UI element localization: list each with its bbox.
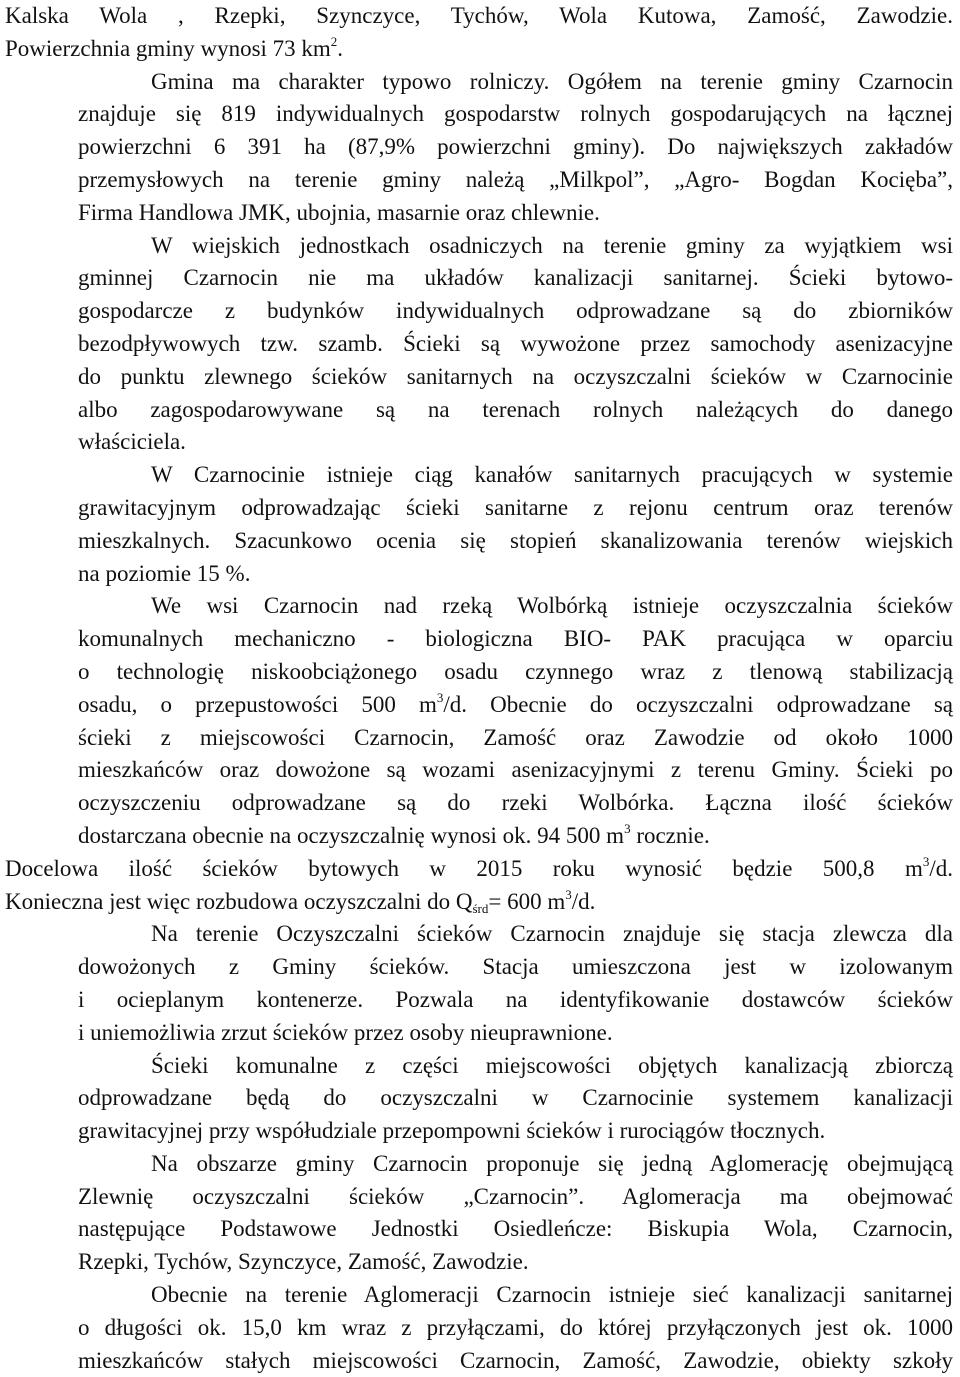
- text-line: mieszkańców oraz dowożone są wozami asenizacyjnymi z terenu Gminy. Ścieki po: [78, 757, 953, 783]
- text-line: dowożonych z Gminy ścieków. Stacja umieszczona jest w izolowanym: [78, 954, 953, 980]
- text-line: mieszkalnych. Szacunkowo ocenia się stopień skanalizowania terenów wiejskich: [78, 527, 953, 553]
- text-line: następujące Podstawowe Jednostki Osiedleńcze: Biskupia Wola, Czarnocin,: [78, 1216, 953, 1242]
- paragraph-rural-sewage: [5, 230, 953, 460]
- text-line: gospodarcze z budynków indywidualnych odprowadzane są do zbiorników: [78, 298, 953, 324]
- paragraph-municipal-sewage: [5, 1050, 953, 1148]
- superscript: 3: [436, 689, 444, 705]
- text-fragment: /d. Obecnie do oczyszczalni odprowadzane są: [443, 691, 953, 717]
- text-line: oczyszczeniu odprowadzane są do rzeki Wolbórka. Łączna ilość ścieków: [78, 790, 953, 816]
- text-line: grawitacyjnym odprowadzając ścieki sanitarne z rejonu centrum oraz terenów: [78, 494, 953, 520]
- paragraph-treatment-plant: [5, 590, 953, 852]
- text-fragment: Konieczna jest więc rozbudowa oczyszczalni do Q: [5, 888, 473, 914]
- superscript: 2: [330, 33, 338, 49]
- text-line: Ścieki komunalne z części miejscowości objętych kanalizacją zbiorczą: [151, 1052, 953, 1078]
- text-line: i ocieplanym kontenerze. Pozwala na identyfikowanie dostawców ścieków: [78, 986, 953, 1012]
- superscript: 3: [922, 853, 930, 869]
- text-line: o technologię niskoobciążonego osadu czynnego wraz z tlenową stabilizacją: [78, 658, 953, 684]
- text-fragment: dostarczana obecnie na oczyszczalnię wynosi ok. 94 500 m: [78, 822, 625, 848]
- text-line: Gmina ma charakter typowo rolniczy. Ogółem na terenie gminy Czarnocin: [151, 68, 953, 94]
- text-fragment: Powierzchnia gminy wynosi 73 km: [5, 35, 331, 61]
- text-line: Rzepki, Tychów, Szynczyce, Zamość, Zawodzie.: [78, 1249, 529, 1275]
- text-line: Na terenie Oczyszczalni ścieków Czarnocin znajduje się stacja zlewcza dla: [151, 921, 953, 947]
- text-line: powierzchni 6 391 ha (87,9% powierzchni gminy). Do największych zakładów: [78, 134, 953, 160]
- text-fragment: .: [337, 35, 344, 61]
- text-line: znajduje się 819 indywidualnych gospodarstw rolnych gospodarujących na łącznej: [78, 101, 953, 127]
- text-line: [5, 689, 953, 722]
- text-line: [5, 886, 953, 919]
- text-line: odprowadzane będą do oczyszczalni w Czarnocinie systemem kanalizacji: [78, 1085, 953, 1111]
- paragraph-dump-station: [5, 918, 953, 1049]
- text-line: [5, 33, 953, 66]
- text-line: W Czarnocinie istnieje ciąg kanałów sanitarnych pracujących w systemie: [151, 462, 953, 488]
- text-line: [5, 853, 953, 886]
- text-line: Na obszarze gminy Czarnocin proponuje się jedną Aglomerację obejmującą: [151, 1150, 953, 1176]
- paragraph-agglomeration: [5, 1148, 953, 1279]
- text-line: Zlewnię oczyszczalni ścieków „Czarnocin”. Aglomeracja ma obejmować: [78, 1183, 953, 1209]
- text-line: o długości ok. 15,0 km wraz z przyłączami, do której przyłączonych jest ok. 1000: [78, 1314, 953, 1340]
- text-line: bezodpływowych tzw. szamb. Ścieki są wywożone przez samochody asenizacyjne: [78, 330, 953, 356]
- text-line: grawitacyjnej przy współudziale przepompowni ścieków i rurociągów tłocznych.: [78, 1118, 826, 1144]
- subscript: śrd: [472, 900, 489, 916]
- text-line: przemysłowych na terenie gminy należą „Milkpol”, „Agro- Bogdan Kocięba”,: [78, 166, 953, 192]
- text-line: gminnej Czarnocin nie ma układów kanalizacji sanitarnej. Ścieki bytowo-: [78, 265, 953, 291]
- text-line: właściciela.: [78, 429, 186, 455]
- text-line: Firma Handlowa JMK, ubojnia, masarnie oraz chlewnie.: [78, 199, 600, 225]
- paragraph-czarnocin-sewers: [5, 459, 953, 590]
- text-line: We wsi Czarnocin nad rzeką Wolbórką istnieje oczyszczalnia ścieków: [151, 593, 953, 619]
- paragraph-agriculture: [5, 66, 953, 230]
- text-line: komunalnych mechaniczno - biologiczna BIO- PAK pracująca w oparciu: [78, 626, 953, 652]
- text-line: Obecnie na terenie Aglomeracji Czarnocin istnieje sieć kanalizacji sanitarnej: [151, 1282, 953, 1308]
- text-line: i uniemożliwia zrzut ścieków przez osoby nieuprawnione.: [78, 1019, 613, 1045]
- text-line: [5, 820, 953, 853]
- text-line: albo zagospodarowywane są na terenach rolnych należących do danego: [78, 396, 953, 422]
- paragraph-sewer-network: [5, 1279, 953, 1377]
- text-line: W wiejskich jednostkach osadniczych na terenie gminy za wyjątkiem wsi: [151, 232, 953, 258]
- text-fragment: Docelowa ilość ścieków bytowych w 2015 roku wynosić będzie 500,8 m: [5, 855, 923, 881]
- text-line: do punktu zlewnego ścieków sanitarnych na oczyszczalni ścieków w Czarnocinie: [78, 363, 953, 389]
- text-fragment: /d.: [571, 888, 596, 914]
- paragraph-target-volume: [5, 853, 953, 919]
- text-line: na poziomie 15 %.: [78, 560, 251, 586]
- superscript: 3: [565, 886, 572, 902]
- text-fragment: /d.: [929, 855, 953, 881]
- text-fragment: rocznie.: [630, 822, 710, 848]
- paragraph-gmina-villages: [5, 0, 953, 66]
- text-fragment: = 600 m: [488, 888, 566, 914]
- document-page: [5, 0, 953, 1377]
- text-fragment: osadu, o przepustowości 500 m: [78, 691, 437, 717]
- superscript: 3: [624, 820, 631, 836]
- text-line: Kalska Wola , Rzepki, Szynczyce, Tychów, Wola Kutowa, Zamość, Zawodzie.: [5, 3, 953, 28]
- text-line: mieszkańców stałych miejscowości Czarnocin, Zamość, Zawodzie, obiekty szkoły: [78, 1347, 953, 1373]
- text-line: ścieki z miejscowości Czarnocin, Zamość oraz Zawodzie od około 1000: [78, 724, 953, 750]
